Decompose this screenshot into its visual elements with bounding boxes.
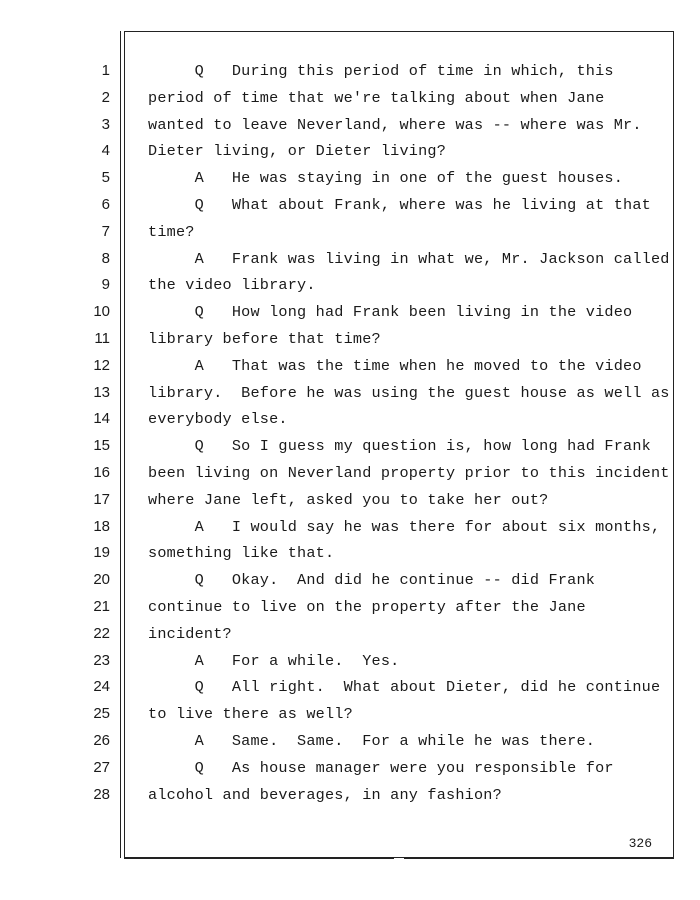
transcript-line: time? (148, 222, 195, 241)
line-number: 15 (93, 437, 110, 455)
line-number: 20 (93, 571, 110, 589)
transcript-line: to live there as well? (148, 705, 353, 724)
line-number: 26 (93, 731, 110, 749)
transcript-body (148, 58, 668, 808)
line-number: 8 (101, 249, 110, 267)
line-number: 17 (93, 490, 110, 508)
transcript-line: continue to live on the property after the Jane (148, 597, 586, 616)
transcript-line: been living on Neverland property prior to this incident (148, 463, 670, 482)
line-number: 6 (101, 195, 110, 213)
line-number: 5 (101, 169, 110, 187)
bottom-rule-left (124, 858, 394, 859)
transcript-line: Q What about Frank, where was he living at that (148, 195, 651, 214)
line-number: 25 (93, 705, 110, 723)
transcript-line: library before that time? (148, 329, 381, 348)
transcript-line: A Same. Same. For a while he was there. (148, 731, 596, 750)
transcript-line: Q All right. What about Dieter, did he continue (148, 678, 661, 697)
line-number: 21 (93, 597, 110, 615)
transcript-line: alcohol and beverages, in any fashion? (148, 785, 502, 804)
line-number: 9 (101, 276, 110, 294)
line-number-column (60, 58, 110, 808)
line-number: 3 (101, 115, 110, 133)
line-number: 10 (93, 303, 110, 321)
transcript-line: wanted to leave Neverland, where was -- where was Mr. (148, 115, 642, 134)
line-number: 14 (93, 410, 110, 428)
line-number: 4 (101, 142, 110, 160)
transcript-line: Q So I guess my question is, how long had Frank (148, 437, 651, 456)
line-number: 18 (93, 517, 110, 535)
transcript-line: where Jane left, asked you to take her out? (148, 490, 549, 509)
line-number: 23 (93, 651, 110, 669)
transcript-line: Q During this period of time in which, this (148, 62, 614, 80)
bottom-rule-right (404, 858, 674, 859)
line-number: 2 (101, 88, 110, 106)
transcript-line: A I would say he was there for about six months, (148, 517, 661, 536)
line-number: 19 (93, 544, 110, 562)
transcript-line: something like that. (148, 544, 335, 563)
transcript-line: library. Before he was using the guest house as well as (148, 383, 670, 402)
margin-rule-outer (120, 31, 121, 858)
line-number: 1 (101, 62, 110, 79)
line-number: 16 (93, 463, 110, 481)
transcript-line: period of time that we're talking about when Jane (148, 88, 605, 107)
transcript-line: A For a while. Yes. (148, 651, 400, 670)
page-number: 326 (628, 836, 652, 851)
transcript-line: A Frank was living in what we, Mr. Jackson called (148, 249, 670, 268)
transcript-line: the video library. (148, 276, 316, 295)
line-number: 12 (93, 356, 110, 374)
transcript-line: Q Okay. And did he continue -- did Frank (148, 571, 596, 590)
transcript-line: Q As house manager were you responsible for (148, 758, 614, 777)
line-number: 11 (94, 329, 110, 347)
transcript-line: Q How long had Frank been living in the video (148, 303, 633, 322)
transcript-line: A That was the time when he moved to the video (148, 356, 642, 375)
line-number: 28 (93, 785, 110, 803)
line-number: 7 (101, 222, 110, 240)
transcript-line: everybody else. (148, 410, 288, 429)
transcript-line: Dieter living, or Dieter living? (148, 142, 447, 161)
line-number: 13 (93, 383, 110, 401)
transcript-line: incident? (148, 624, 232, 643)
line-number: 22 (93, 624, 110, 642)
transcript-line: A He was staying in one of the guest houses. (148, 169, 624, 188)
line-number: 24 (93, 678, 110, 696)
line-number: 27 (93, 758, 110, 776)
